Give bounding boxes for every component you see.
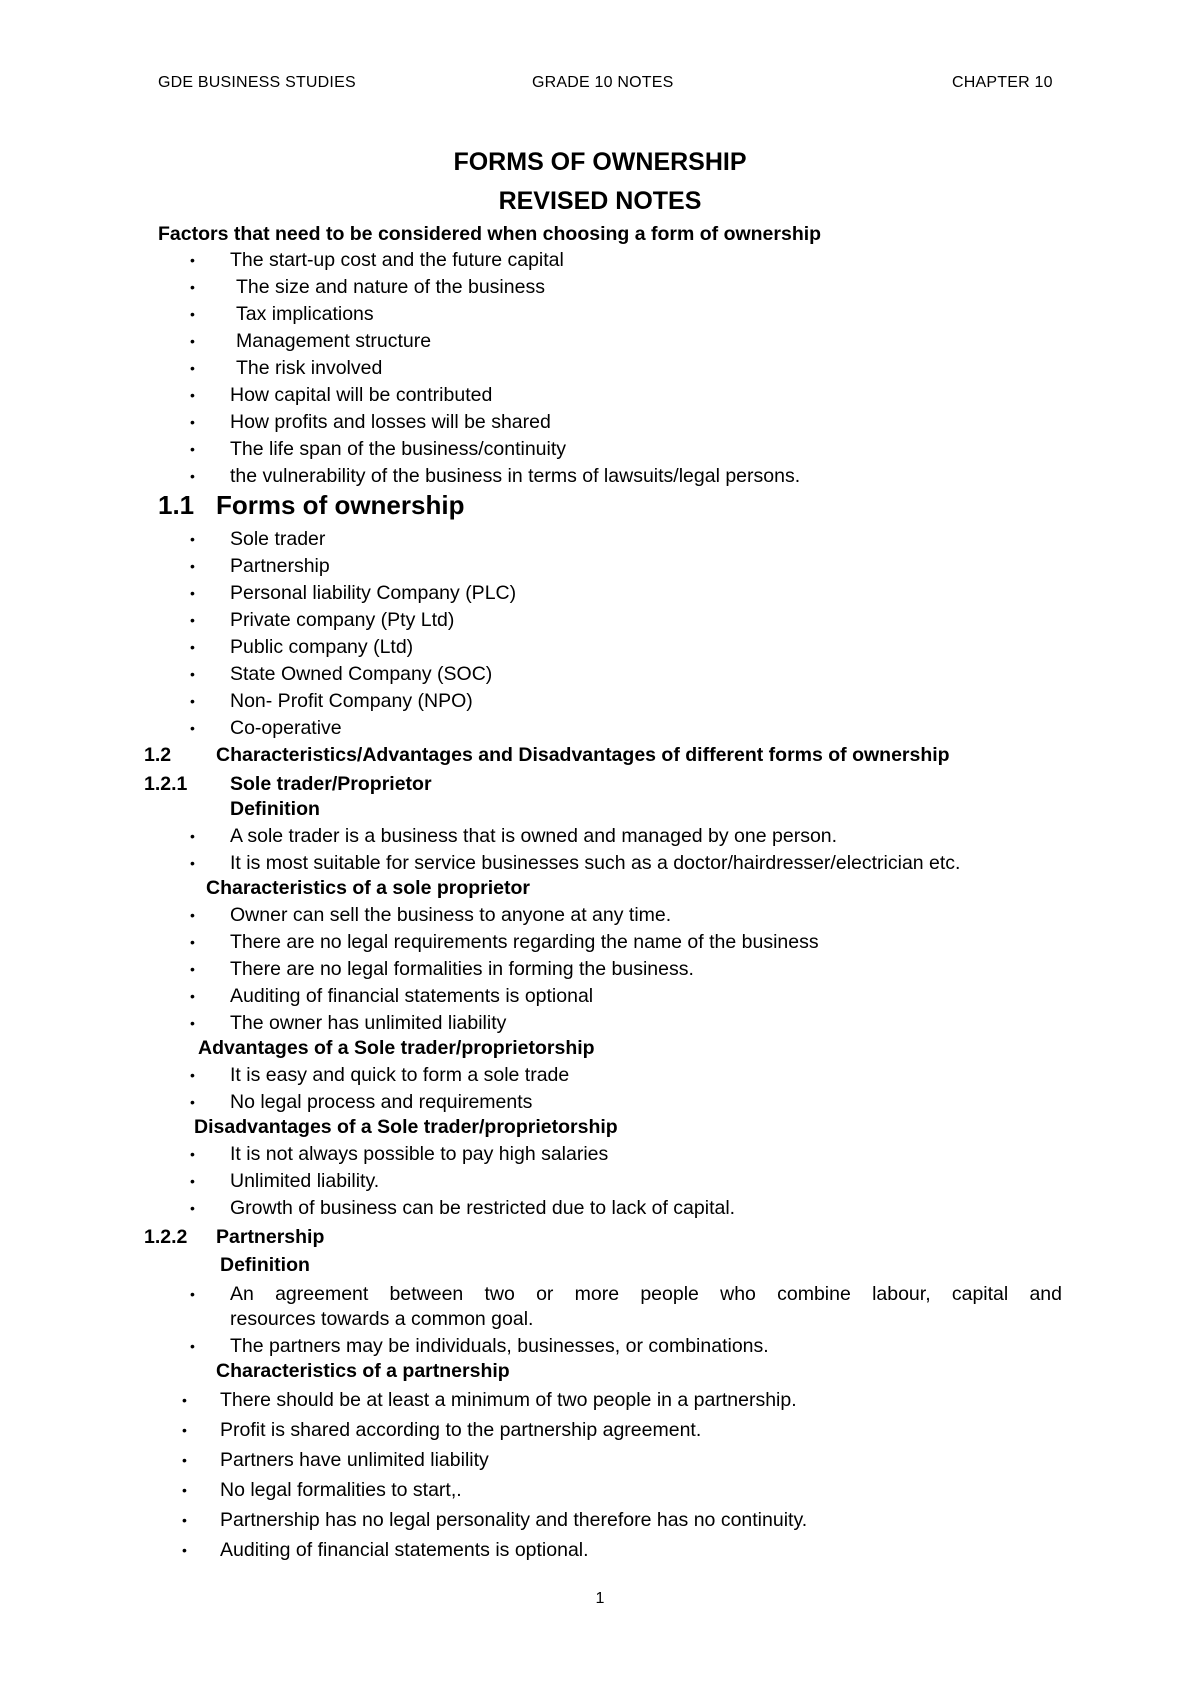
section-1-2-number: 1.2	[144, 744, 172, 766]
bullet-icon: •	[190, 1146, 195, 1162]
page-title: FORMS OF OWNERSHIP	[453, 148, 747, 176]
bullet-icon: •	[182, 1512, 187, 1528]
bullet-icon: •	[190, 252, 195, 268]
sole-characteristics-label: Characteristics of a sole proprietor	[206, 877, 531, 899]
bullet-icon: •	[190, 1286, 195, 1302]
bullet-icon: •	[190, 333, 195, 349]
bullet-icon: •	[190, 855, 195, 871]
bullet-icon: •	[190, 441, 195, 457]
partnership-definition-line-1: An agreement between two or more people who combine labour, capital and	[230, 1283, 1062, 1305]
bullet-icon: •	[190, 828, 195, 844]
bullet-icon: •	[190, 1173, 195, 1189]
section-1-2-2-number: 1.2.2	[144, 1226, 188, 1248]
bullet-icon: •	[190, 1067, 195, 1083]
bullet-icon: •	[190, 468, 195, 484]
bullet-icon: •	[190, 934, 195, 950]
bullet-icon: •	[190, 360, 195, 376]
bullet-icon: •	[190, 279, 195, 295]
bullet-icon: •	[190, 1094, 195, 1110]
bullet-icon: •	[190, 1200, 195, 1216]
bullet-icon: •	[190, 1015, 195, 1031]
bullet-icon: •	[190, 693, 195, 709]
sole-definition-label: Definition	[230, 798, 320, 820]
bullet-icon: •	[190, 531, 195, 547]
header-chapter: CHAPTER 10	[952, 74, 1053, 91]
section-1-1-number: 1.1	[158, 490, 195, 520]
bullet-icon: •	[190, 961, 195, 977]
bullet-icon: •	[190, 612, 195, 628]
bullet-icon: •	[182, 1392, 187, 1408]
page-subtitle: REVISED NOTES	[498, 187, 702, 215]
section-1-2-2-heading: Partnership	[216, 1226, 325, 1248]
bullet-icon: •	[182, 1452, 187, 1468]
document-page: GDE BUSINESS STUDIES GRADE 10 NOTES CHAPTER 10 FORMS OF OWNERSHIP REVISED NOTES Factors that need to be considered when choosing a form of ownership • The start-up cost and the future capital • The size and nature of the business • Tax implications • Management structure • The risk involved • How capital will be contributed • How profits and losses will be shared • The life span of the business/continuity • the vulnerability of the business in terms of lawsuits/legal persons. 1.1 Forms of ownership • Sole trader • Partnership • Personal liability Company (PLC) • Private company (Pty Ltd) • Public company (Ltd) • State Owned Company (SOC) • Non- Profit Company (NPO) • Co-operative 1.2 Characteristics/Advantages and Disadvantages of different forms of ownership 1.2.1 Sole trader/Proprietor Definition • A sole trader is a business that is owned and managed by one person. • It is most suitable for service businesses such as a doctor/hairdresser/electrician etc. Characteristics of a sole proprietor • Owner can sell the business to anyone at any time. • There are no legal requirements regarding the name of the business • There are no legal formalities in forming the business. • Auditing of financial statements is optional • The owner has unlimited liability Advantages of a Sole trader/proprietorship • It is easy and quick to form a sole trade • No legal process and requirements Disadvantages of a Sole trader/proprietorship • It is not always possible to pay high salaries • Unlimited liability. • Growth of business can be restricted due to lack of capital. 1.2.2 Partnership Definition • An agreement between two or more people who combine labour, capital and resources towards a common goal. • The partners may be individuals, businesses, or combinations. Characteristics of a partnership • There should be at least a minimum of two people in a partnership. • Profit is shared according to the partnership agreement. • Partners have unlimited liability • No legal formalities to start,. • Partnership has no legal personality and therefore has no continuity. • Auditing of financial statements is optional. 1	[0, 0, 1200, 1696]
bullet-icon: •	[190, 414, 195, 430]
sole-advantages-label: Advantages of a Sole trader/proprietorship	[198, 1037, 595, 1059]
partnership-definition-line-2: resources towards a common goal.	[230, 1308, 534, 1330]
bullet-icon: •	[182, 1542, 187, 1558]
bullet-icon: •	[182, 1482, 187, 1498]
partnership-characteristics-label: Characteristics of a partnership	[216, 1360, 510, 1382]
bullet-icon: •	[190, 720, 195, 736]
partnership-definition-label: Definition	[220, 1254, 310, 1276]
bullet-icon: •	[190, 585, 195, 601]
section-1-2-heading: Characteristics/Advantages and Disadvantages of different forms of ownership	[216, 744, 950, 766]
section-1-2-1-heading: Sole trader/Proprietor	[230, 773, 432, 795]
factors-heading: Factors that need to be considered when choosing a form of ownership	[158, 223, 822, 245]
page-number: 1	[595, 1590, 605, 1607]
bullet-icon: •	[190, 387, 195, 403]
bullet-icon: •	[190, 306, 195, 322]
bullet-icon: •	[190, 907, 195, 923]
bullet-icon: •	[190, 666, 195, 682]
bullet-icon: •	[190, 639, 195, 655]
section-1-2-1-number: 1.2.1	[144, 773, 188, 795]
header-subject: GDE BUSINESS STUDIES	[158, 74, 356, 91]
bullet-icon: •	[190, 988, 195, 1004]
bullet-icon: •	[190, 558, 195, 574]
bullet-icon: •	[190, 1338, 195, 1354]
bullet-icon: •	[182, 1422, 187, 1438]
section-1-1-heading: Forms of ownership	[216, 490, 465, 520]
sole-disadvantages-label: Disadvantages of a Sole trader/proprietorship	[194, 1116, 618, 1138]
header-grade: GRADE 10 NOTES	[532, 74, 674, 91]
